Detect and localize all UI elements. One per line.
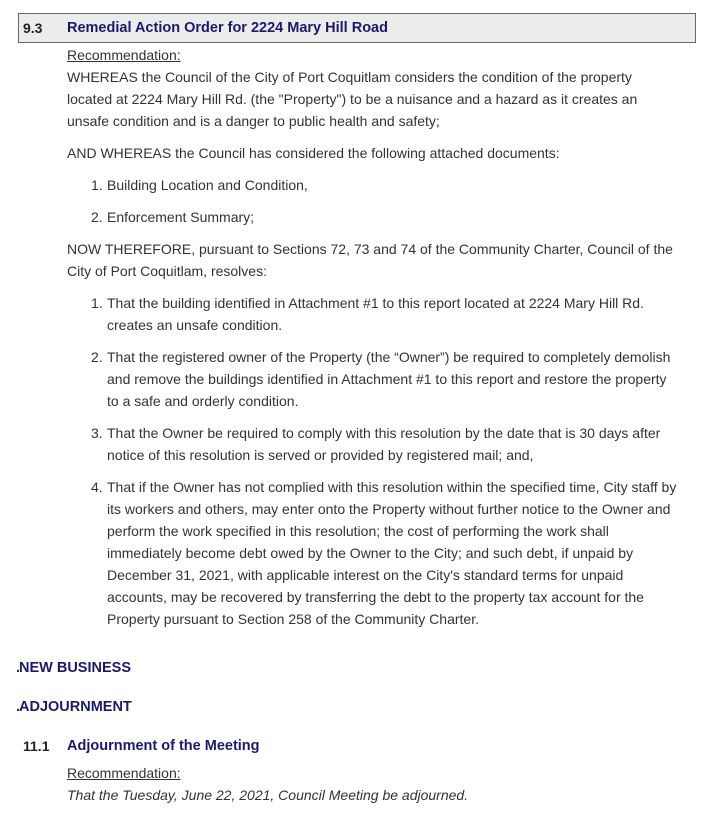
section-title: ADJOURNMENT — [19, 699, 132, 715]
list-item: 1. Building Location and Condition, — [91, 177, 308, 193]
adjournment-recommendation-text: That the Tuesday, June 22, 2021, Council Meeting be adjourned. — [67, 787, 469, 803]
whereas-paragraph: WHEREAS the Council of the City of Port Coquitlam considers the condition of the property located at 2224 Mary Hill Rd. (the "Property") to be a nuisance and a hazard as it creates an unsafe condition and is a danger to public health and safety; — [67, 69, 638, 129]
section-number-cropped: . — [16, 699, 21, 715]
section-number-cropped: . — [16, 660, 21, 676]
list-item: 2. That the registered owner of the Property (the “Owner”) be required to completely demolish and remove the buildings identified in Attachment #1 to this report and restore the property to a safe and orderly condition. — [91, 349, 671, 409]
section-new-business — [16, 660, 131, 676]
recommendation-label: Recommendation: — [67, 47, 181, 63]
item-title: Remedial Action Order for 2224 Mary Hill Road — [67, 20, 388, 36]
list-item: 4. That if the Owner has not complied with this resolution within the specified time, City staff by its workers and others, may enter onto the Property without further notice to the Owner and perform the work specified in this resolution; the cost of performing the work shall immediately become debt owed by the Owner to the City; and such debt, if unpaid by December 31, 2021, with applicable interest on the City's standard terms for unpaid accounts, may be recovered by transferring the debt to the property tax account for the Property pursuant to Section 258 of the Community Charter. — [91, 479, 677, 627]
section-adjournment — [16, 699, 132, 715]
resolutions-list — [67, 292, 677, 630]
and-whereas-paragraph: AND WHEREAS the Council has considered the following attached documents: — [67, 145, 560, 161]
item-9-3-body — [67, 44, 677, 640]
item-number: 11.1 — [23, 738, 50, 754]
item-number: 9.3 — [23, 20, 43, 36]
section-title: NEW BUSINESS — [19, 660, 131, 676]
recommendation-label: Recommendation: — [67, 765, 181, 781]
list-item: 3. That the Owner be required to comply with this resolution by the date that is 30 days after notice of this resolution is served or provided by registered mail; and, — [91, 425, 661, 463]
item-9-3-header — [18, 13, 696, 43]
list-item: 2. Enforcement Summary; — [91, 209, 255, 225]
item-11-1-body — [67, 762, 677, 806]
now-therefore-paragraph: NOW THEREFORE, pursuant to Sections 72, 73 and 74 of the Community Charter, Council of the City of Port Coquitlam, resolves: — [67, 241, 673, 279]
item-title: Adjournment of the Meeting — [67, 738, 260, 754]
list-item: 1. That the building identified in Attachment #1 to this report located at 2224 Mary Hill Rd. creates an unsafe condition. — [91, 295, 644, 333]
attached-documents-list — [67, 174, 677, 228]
